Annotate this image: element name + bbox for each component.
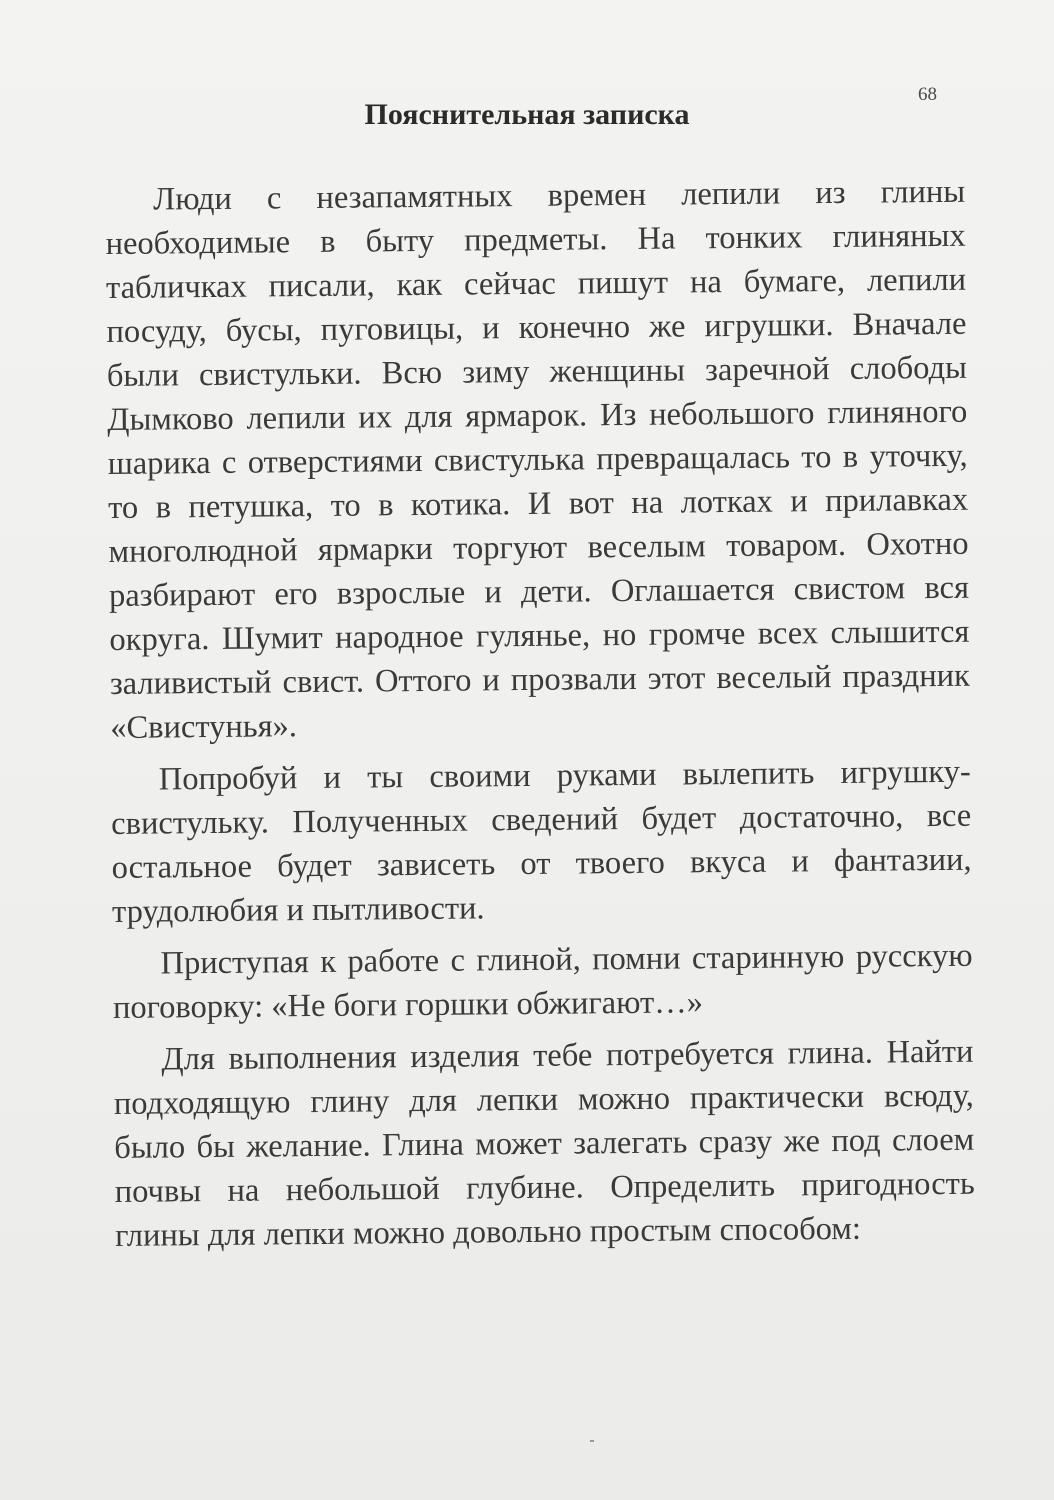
paper-speck: [590, 1440, 594, 1442]
paragraph: Люди с незапамятных времен лепили из глины необходимые в быту предметы. На тонких глиняных табличках писали, как сейчас пишут на бумаге, лепили посуду, бусы, пуговицы, и конечно же игрушки. Вначале были свистульки. Всю зиму женщины заречной слободы Дымково лепили их для ярмарок. Из небольшого глиняного шарика с отверстиями свистулька превращалась то в уточку, то в петушка, то в котика. И вот на лотках и прилавках многолюдной ярмарки торгуют веселым товаром. Охотно разбирают его взрослые и дети. Оглашается свистом вся округа. Шумит народное гулянье, но громче всех слышится заливистый свист. Оттого и прозвали этот веселый праздник «Свистунья».: [105, 173, 970, 746]
body-text: [105, 170, 975, 1266]
page-number: 68: [918, 84, 937, 105]
paragraph: Попробуй и ты своими руками вылепить игрушку-свистульку. Полученных сведений будет достаточно, все остальное будет зависеть от твоего вкуса и фантазии, трудолюбия и пытливости.: [111, 753, 972, 930]
paragraph: Для выполнения изделия тебе потребуется глина. Найти подходящую глину для лепки можно практически всюду, было бы желание. Глина может залегать сразу же под слоем почвы на небольшой глубине. Определить пригодность глины для лепки можно довольно простым способом:: [113, 1033, 975, 1254]
paragraph: Приступая к работе с глиной, помни старинную русскую поговорку: «Не боги горшки обжигают…»: [112, 937, 973, 1026]
page-title: Пояснительная записка: [364, 98, 690, 131]
